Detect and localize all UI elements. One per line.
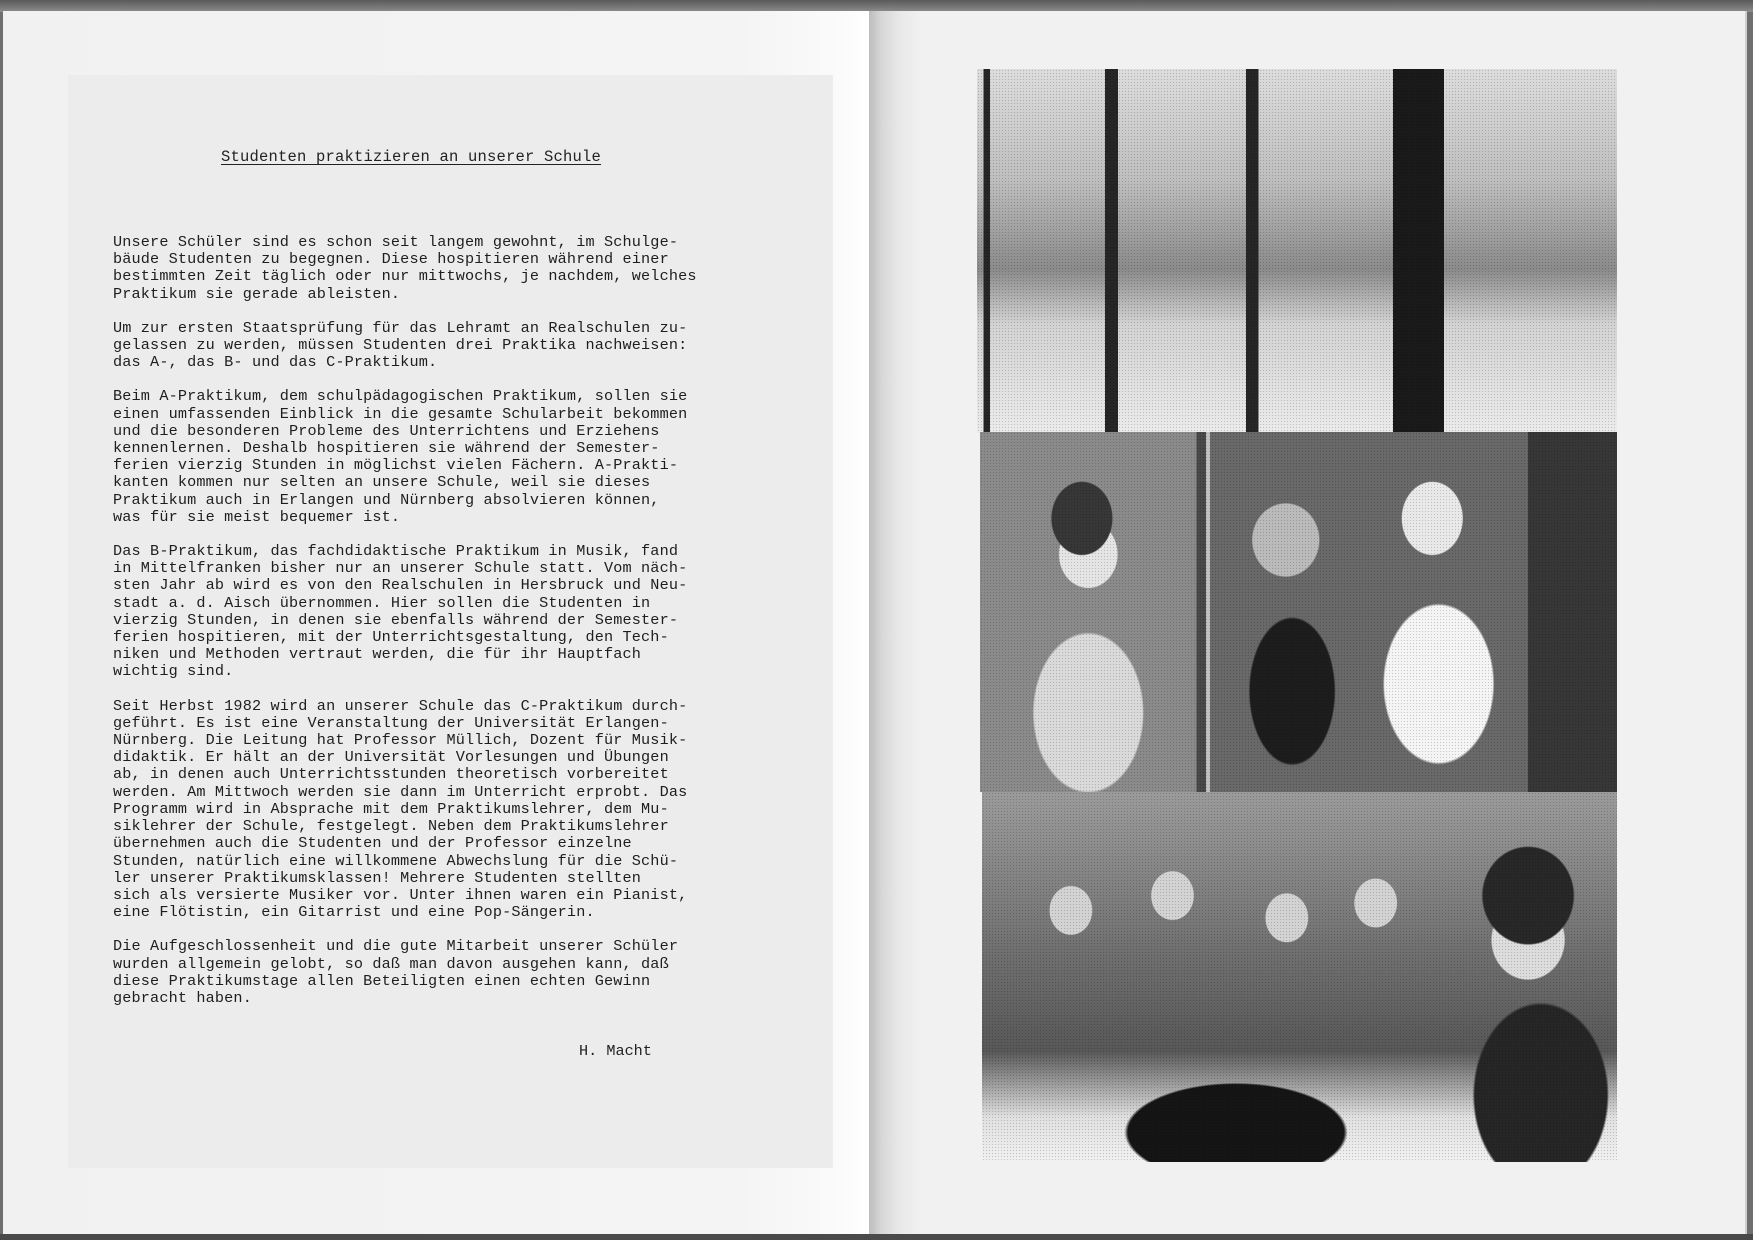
text-line: wichtig sind. xyxy=(113,662,234,681)
text-line: einen umfassenden Einblick in die gesamte Schularbeit bekommen xyxy=(113,404,688,423)
paragraph xyxy=(113,234,793,303)
article-title: Studenten praktizieren an unserer Schule xyxy=(221,148,602,166)
text-line: sten Jahr ab wird es von den Realschulen in Hersbruck und Neu- xyxy=(113,576,688,595)
text-line: didaktik. Er hält an der Universität Vorlesungen und Übungen xyxy=(113,748,669,767)
text-line: werden. Am Mittwoch werden sie dann im Unterricht erprobt. Das xyxy=(113,782,688,801)
text-line: stadt a. d. Aisch übernommen. Hier sollen die Studenten in xyxy=(113,593,651,612)
text-line: kennenlernen. Deshalb hospitieren sie während der Semester- xyxy=(113,439,660,458)
text-line: Die Aufgeschlossenheit und die gute Mitarbeit unserer Schüler xyxy=(113,937,679,956)
article-body xyxy=(113,234,793,1024)
text-line: Praktikum sie gerade ableisten. xyxy=(113,284,401,303)
text-line: ferien hospitieren, mit der Unterrichtsgestaltung, den Tech- xyxy=(113,628,669,647)
text-line: Seit Herbst 1982 wird an unserer Schule das C-Praktikum durch- xyxy=(113,696,688,715)
text-line: Praktikum auch in Erlangen und Nürnberg absolvieren können, xyxy=(113,490,660,509)
text-line: und die besonderen Probleme des Unterrichtens und Erziehens xyxy=(113,421,660,440)
text-line: Programm wird in Absprache mit dem Praktikumslehrer, dem Mu- xyxy=(113,799,669,818)
text-line: Nürnberg. Die Leitung hat Professor Müllich, Dozent für Musik- xyxy=(113,731,688,750)
paragraph xyxy=(113,698,793,922)
text-line: übernehmen auch die Studenten und der Professor einzelne xyxy=(113,834,632,853)
text-line: Das B-Praktikum, das fachdidaktische Praktikum in Musik, fand xyxy=(113,542,679,561)
text-line: vierzig Stunden, in denen sie ebenfalls während der Semester- xyxy=(113,610,679,629)
photo-three-seated xyxy=(980,432,1617,792)
text-line: das A-, das B- und das C-Praktikum. xyxy=(113,353,438,372)
text-line: ler unserer Praktikumsklassen! Mehrere Studenten stellten xyxy=(113,868,642,887)
text-line: Beim A-Praktikum, dem schulpädagogischen Praktikum, sollen sie xyxy=(113,387,688,406)
text-line: sich als versierte Musiker vor. Unter ihnen waren ein Pianist, xyxy=(113,885,688,904)
text-line: ferien vierzig Stunden in möglichst vielen Fächern. A-Prakti- xyxy=(113,456,679,475)
paragraph xyxy=(113,388,793,526)
text-line: Unsere Schüler sind es schon seit langem gewohnt, im Schulge- xyxy=(113,233,679,251)
text-line: kanten kommen nur selten an unsere Schule, weil sie dieses xyxy=(113,473,651,492)
text-line: Stunden, natürlich eine willkommene Abwechslung für die Schü- xyxy=(113,851,679,870)
scanner-bottom-edge xyxy=(0,1234,1753,1240)
text-line: niken und Methoden vertraut werden, die für ihr Hauptfach xyxy=(113,645,642,664)
text-line: bäude Studenten zu begegnen. Diese hospitieren während einer xyxy=(113,250,669,269)
text-line: eine Flötistin, ein Gitarrist und eine Pop-Sängerin. xyxy=(113,903,595,922)
paragraph xyxy=(113,543,793,681)
text-line: geführt. Es ist eine Veranstaltung der Universität Erlangen- xyxy=(113,713,669,732)
text-line: bestimmten Zeit täglich oder nur mittwochs, je nachdem, welches xyxy=(113,267,697,286)
text-line: Um zur ersten Staatsprüfung für das Lehramt an Realschulen zu- xyxy=(113,318,688,337)
photo-classroom-guitar xyxy=(977,69,1617,433)
author-signature: H. Macht xyxy=(579,1042,652,1060)
photo-students-piano xyxy=(982,792,1617,1162)
text-line: was für sie meist bequemer ist. xyxy=(113,507,401,526)
text-line: siklehrer der Schule, festgelegt. Neben dem Praktikumslehrer xyxy=(113,817,669,836)
text-line: in Mittelfranken bisher nur an unserer Schule statt. Vom näch- xyxy=(113,559,688,578)
book-gutter xyxy=(869,11,921,1235)
paragraph xyxy=(113,320,793,372)
paragraph xyxy=(113,938,793,1007)
text-line: ab, in denen auch Unterrichtsstunden theoretisch vorbereitet xyxy=(113,765,669,784)
photo-seam xyxy=(1206,432,1210,792)
text-line: wurden allgemein gelobt, so daß man davon ausgehen kann, daß xyxy=(113,954,669,973)
text-line: diese Praktikumstage allen Beteiligten einen echten Gewinn xyxy=(113,971,651,990)
text-line: gelassen zu werden, müssen Studenten drei Praktika nachweisen: xyxy=(113,336,688,355)
text-line: gebracht haben. xyxy=(113,988,252,1007)
